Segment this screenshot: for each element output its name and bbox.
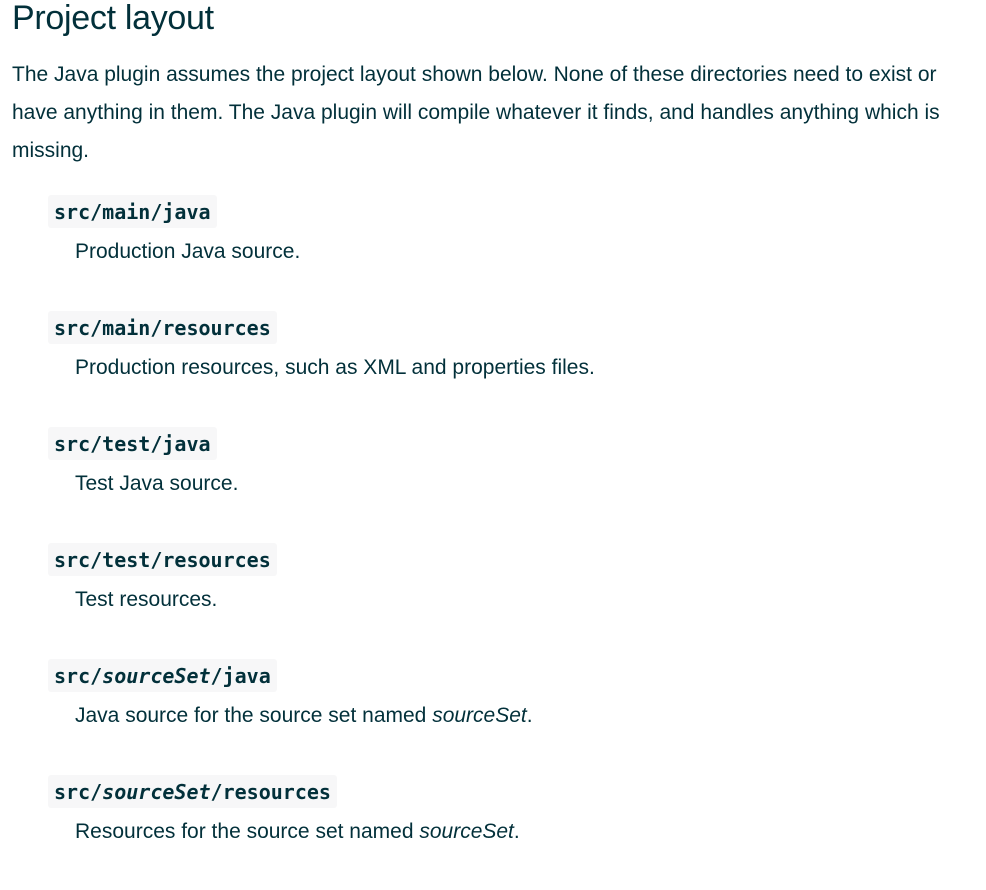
directory-path-code [48, 543, 277, 576]
path-prefix: src/main/resources [54, 315, 271, 340]
path-prefix: src/test/java [54, 431, 211, 456]
directory-path-code [48, 659, 277, 692]
path-variable: sourceSet [102, 663, 211, 688]
layout-description [75, 354, 974, 382]
layout-description [75, 702, 974, 730]
directory-path-code [48, 195, 217, 228]
path-prefix: src/ [54, 779, 103, 804]
directory-path-code [48, 311, 277, 344]
list-item [12, 426, 974, 542]
list-item [12, 658, 974, 774]
path-suffix: /java [210, 663, 271, 688]
layout-term [48, 658, 974, 692]
description-text: Test Java source. [75, 472, 239, 495]
path-prefix: src/main/java [54, 199, 211, 224]
description-variable: sourceSet [432, 704, 527, 727]
list-item [12, 774, 974, 890]
description-text: Java source for the source set named [75, 704, 433, 727]
layout-term [48, 194, 974, 228]
description-text: Resources for the source set named [75, 820, 420, 843]
description-end: . [526, 704, 533, 727]
path-prefix: src/ [54, 663, 103, 688]
layout-term [48, 426, 974, 460]
list-item [12, 310, 974, 426]
layout-description [75, 238, 974, 266]
layout-description [75, 586, 974, 614]
description-text: Production resources, such as XML and properties files. [75, 356, 595, 379]
layout-term [48, 542, 974, 576]
layout-description [75, 470, 974, 498]
directory-path-code [48, 775, 337, 808]
list-item [12, 194, 974, 310]
description-text: Test resources. [75, 588, 218, 611]
description-text: Production Java source. [75, 240, 301, 263]
section-title: Project layout [12, 0, 214, 37]
description-end: . [513, 820, 520, 843]
directory-path-code [48, 427, 217, 460]
path-suffix: /resources [210, 779, 331, 804]
intro-paragraph: The Java plugin assumes the project layout shown below. None of these directories need to exist or have anything in them. The Java plugin will compile whatever it finds, and handles anything which is missing. [12, 63, 940, 162]
layout-term [48, 774, 974, 808]
project-layout-list [12, 194, 974, 890]
layout-description [75, 818, 974, 846]
path-variable: sourceSet [102, 779, 211, 804]
path-prefix: src/test/resources [54, 547, 271, 572]
layout-term [48, 310, 974, 344]
list-item [12, 542, 974, 658]
description-variable: sourceSet [419, 820, 514, 843]
